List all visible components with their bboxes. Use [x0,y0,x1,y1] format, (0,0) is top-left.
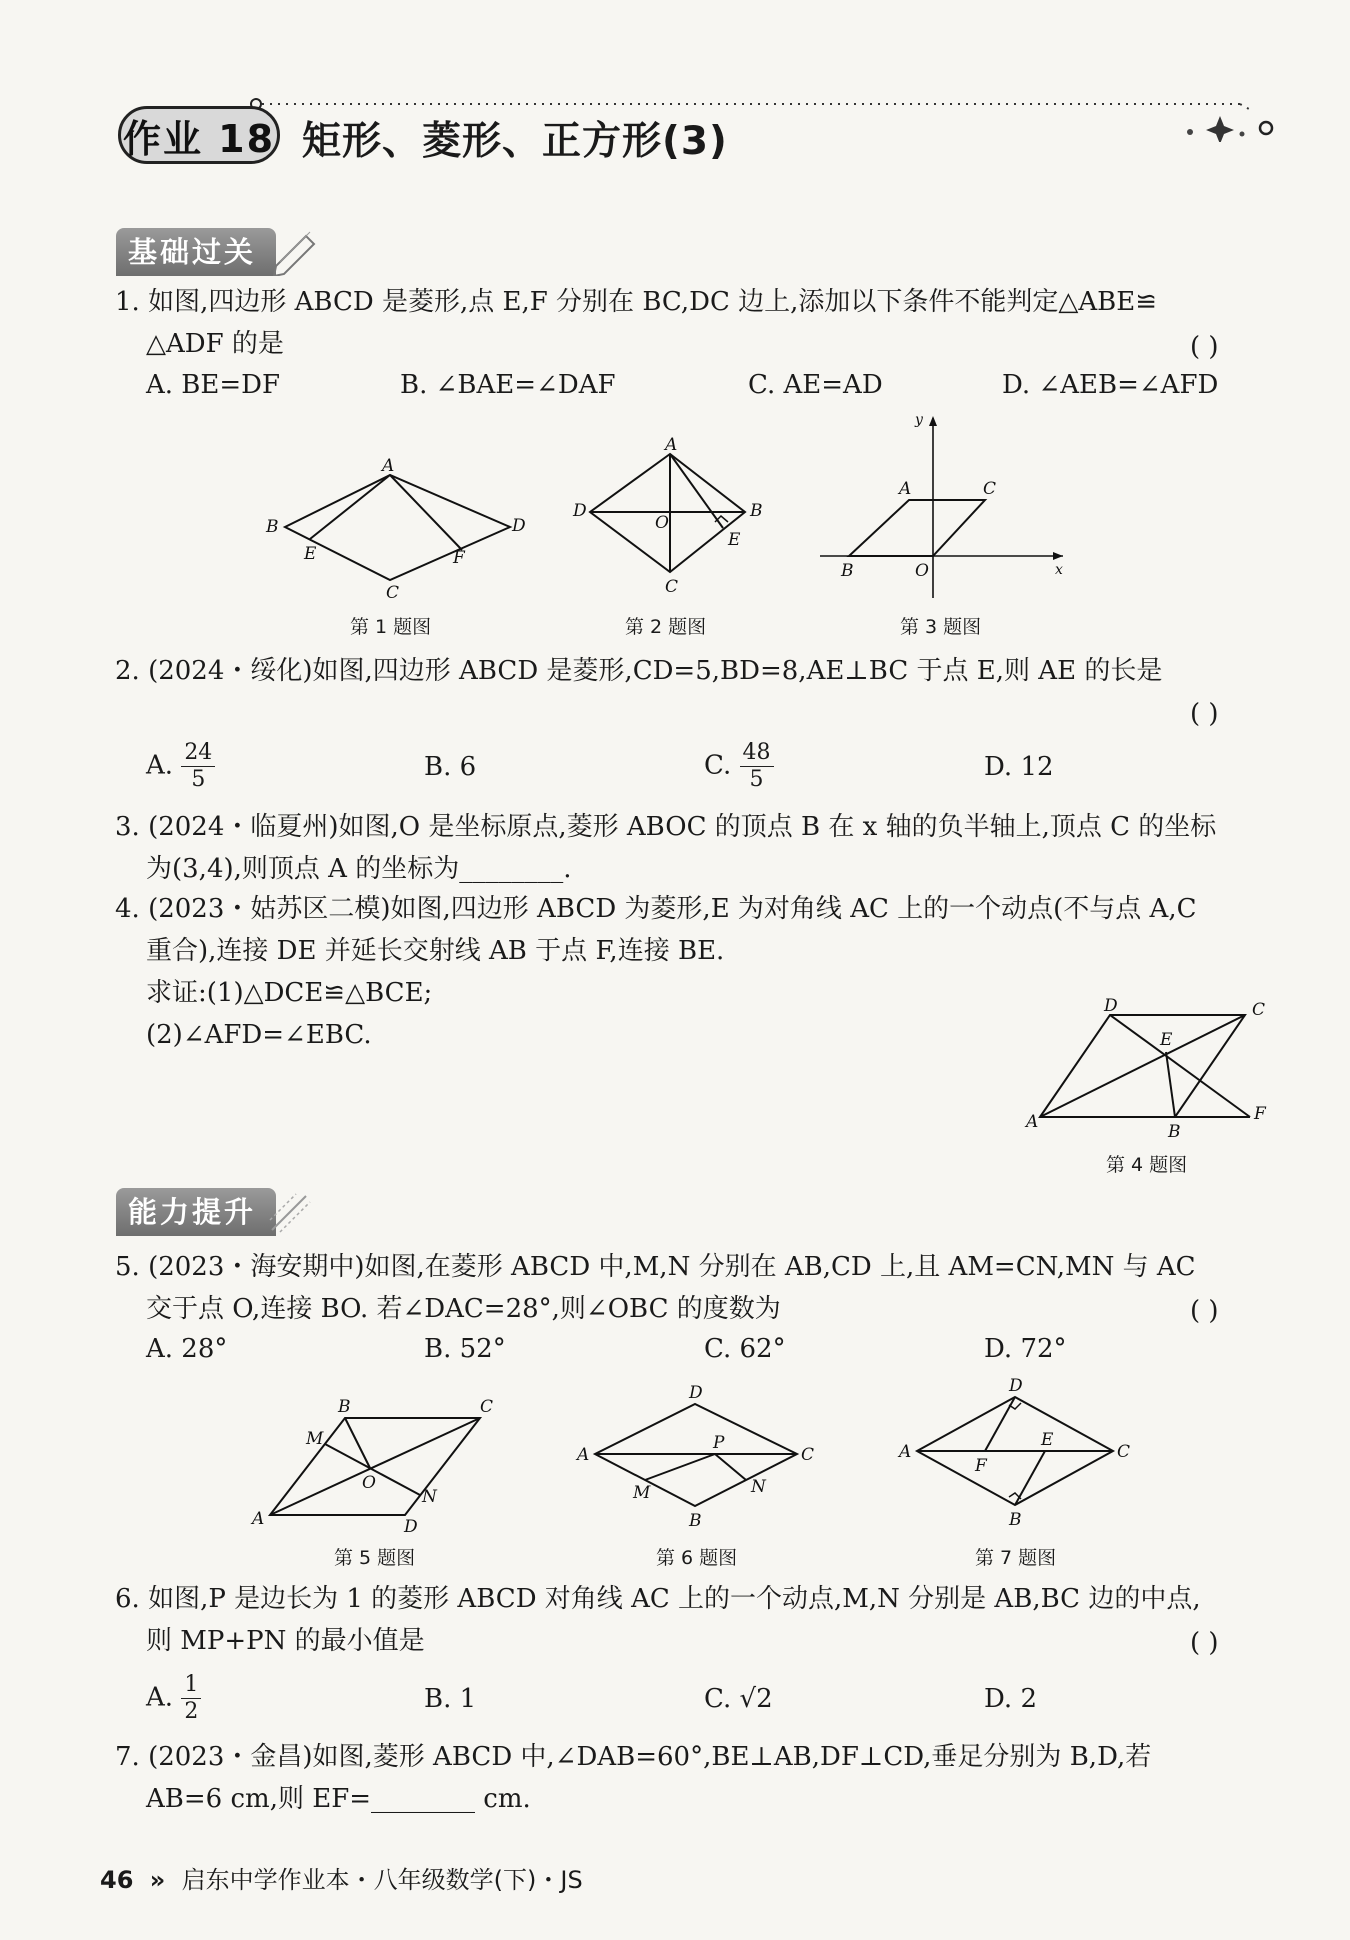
q2-text-line1: 2. (2024・绥化)如图,四边形 ABCD 是菱形,CD=5,BD=8,AE⊥BC 于点 E,则 AE 的长是 [115,656,1163,686]
q2-option-c-prefix: C. [704,750,732,781]
svg-text:D: D [512,516,526,536]
q4-text-line1: 4. (2023・姑苏区二模)如图,四边形 ABCD 为菱形,E 为对角线 AC 上的一个动点(不与点 A,C [115,894,1197,924]
svg-text:A: A [1026,1112,1039,1132]
figure-6-caption: 第 6 题图 [656,1547,738,1569]
svg-text:C: C [983,479,997,499]
figure-1-caption: 第 1 题图 [350,616,432,638]
svg-text:E: E [728,530,741,550]
footer [100,1860,583,1895]
section-advanced-label: 能力提升 [116,1188,276,1236]
figure-7-caption: 第 7 题图 [975,1547,1057,1569]
q7-text-line2: AB=6 cm,则 EF=________ cm. [146,1784,531,1814]
page-number: 46 [100,1866,134,1894]
q7-text-line1: 7. (2023・金昌)如图,菱形 ABCD 中,∠DAB=60°,BE⊥AB,DF⊥CD,垂足分别为 B,D,若 [115,1742,1152,1772]
q5-answer-paren: ( ) [1190,1296,1219,1326]
svg-text:F: F [453,548,465,568]
svg-text:D: D [404,1517,418,1537]
q3-text-line1: 3. (2024・临夏州)如图,O 是坐标原点,菱形 ABOC 的顶点 B 在 x 轴的负半轴上,顶点 C 的坐标 [115,812,1217,842]
q2-option-b: B. 6 [424,752,477,782]
svg-text:B: B [338,1397,351,1417]
figure-2-caption: 第 2 题图 [625,616,707,638]
svg-text:O: O [362,1473,376,1493]
q6-option-a [146,1672,201,1725]
q4-text-line2: 重合),连接 DE 并延长交射线 AB 于点 F,连接 BE. [146,936,725,966]
svg-text:N: N [422,1487,437,1507]
svg-text:M: M [306,1429,324,1449]
svg-text:x: x [1055,562,1063,578]
figure-3-coordinate [815,408,1075,608]
q1-option-d: D. ∠AEB=∠AFD [1002,370,1219,400]
q2-option-a-fraction [181,740,215,793]
svg-text:P: P [713,1433,725,1453]
svg-text:A: A [252,1509,265,1529]
svg-text:M: M [633,1483,651,1503]
q1-option-a: A. BE=DF [146,370,281,400]
svg-text:D: D [573,501,587,521]
q2-option-c-denominator: 5 [749,767,764,792]
svg-text:E: E [304,544,317,564]
q5-option-b: B. 52° [424,1334,506,1364]
svg-text:D: D [1009,1376,1023,1396]
svg-text:A: A [665,435,678,455]
q6-option-b: B. 1 [424,1684,477,1714]
svg-text:A: A [382,456,395,476]
q6-option-a-prefix: A. [146,1682,174,1713]
q6-text-line2: 则 MP+PN 的最小值是 [146,1626,425,1656]
svg-text:B: B [841,561,854,581]
svg-text:C: C [1252,1000,1266,1020]
svg-text:C: C [386,583,400,603]
page-title: 矩形、菱形、正方形(3) [302,119,728,164]
q5-option-a: A. 28° [146,1334,228,1364]
q6-option-c: C. √2 [704,1684,773,1714]
figure-5-caption: 第 5 题图 [334,1547,416,1569]
q1-answer-paren: ( ) [1190,332,1219,362]
svg-text:y: y [915,412,923,428]
q2-option-a-numerator: 24 [181,740,215,767]
svg-text:B: B [689,1511,702,1531]
svg-text:F: F [975,1456,987,1476]
q6-option-a-denominator: 2 [184,1699,199,1724]
q6-answer-paren: ( ) [1190,1628,1219,1658]
svg-text:D: D [689,1383,703,1403]
figure-5-rhombus [250,1390,500,1540]
q2-option-a-prefix: A. [146,750,174,781]
q2-option-c-fraction [740,740,774,793]
q6-text-line1: 6. 如图,P 是边长为 1 的菱形 ABCD 对角线 AC 上的一个动点,M,N 分别是 AB,BC 边的中点, [115,1584,1201,1614]
q4-text-line3: 求证:(1)△DCE≌△BCE; [146,978,433,1008]
svg-text:B: B [266,517,279,537]
svg-text:D: D [1104,996,1118,1016]
q6-option-a-fraction [181,1672,201,1725]
q2-option-a [146,740,215,793]
q5-option-d: D. 72° [984,1334,1067,1364]
svg-text:C: C [665,577,679,597]
q3-text-line2: 为(3,4),则顶点 A 的坐标为________. [146,854,572,884]
figure-4-caption: 第 4 题图 [1106,1154,1188,1176]
svg-text:A: A [899,1442,912,1462]
figure-3-caption: 第 3 题图 [900,616,982,638]
assignment-badge: 作业 18 [118,106,280,164]
sparkle-icon [1180,112,1280,142]
svg-text:E: E [1041,1430,1054,1450]
q4-text-line4: (2)∠AFD=∠EBC. [146,1020,372,1050]
figure-2-rhombus [565,432,775,602]
svg-text:C: C [1117,1442,1131,1462]
svg-text:C: C [801,1445,815,1465]
q2-option-a-denominator: 5 [191,767,206,792]
svg-text:B: B [750,501,763,521]
q2-option-c-numerator: 48 [740,740,774,767]
svg-text:A: A [577,1445,590,1465]
q6-option-a-numerator: 1 [181,1672,201,1699]
svg-text:F: F [1254,1104,1266,1124]
q1-text-line1: 1. 如图,四边形 ABCD 是菱形,点 E,F 分别在 BC,DC 边上,添加以下条件不能判定△ABE≌ [115,287,1158,317]
sparkle-lines-icon [266,1186,316,1236]
q2-option-d: D. 12 [984,752,1054,782]
svg-text:C: C [480,1397,494,1417]
q5-text-line2: 交于点 O,连接 BO. 若∠DAC=28°,则∠OBC 的度数为 [146,1294,781,1324]
footer-arrow-icon: » [149,1866,166,1894]
svg-text:O: O [915,561,929,581]
q2-answer-paren: ( ) [1190,699,1219,729]
footer-book-title: 启东中学作业本・八年级数学(下)・JS [181,1866,583,1894]
q2-option-c [704,740,774,793]
svg-text:A: A [899,479,912,499]
figure-6-rhombus [575,1380,825,1540]
svg-text:B: B [1168,1122,1181,1142]
q1-option-c: C. AE=AD [748,370,883,400]
svg-text:E: E [1160,1030,1173,1050]
q5-option-c: C. 62° [704,1334,786,1364]
figure-4-rhombus [1020,995,1280,1145]
svg-text:B: B [1009,1510,1022,1530]
q1-text-line2: △ADF 的是 [146,329,284,359]
svg-text:O: O [655,513,669,533]
q6-option-d: D. 2 [984,1684,1037,1714]
svg-text:N: N [751,1477,766,1497]
figure-1-rhombus [260,455,530,605]
section-basic-label: 基础过关 [116,228,276,276]
q1-option-b: B. ∠BAE=∠DAF [400,370,616,400]
figure-7-rhombus [895,1375,1145,1535]
pencil-icon [270,226,320,276]
q5-text-line1: 5. (2023・海安期中)如图,在菱形 ABCD 中,M,N 分别在 AB,CD 上,且 AM=CN,MN 与 AC [115,1252,1196,1282]
